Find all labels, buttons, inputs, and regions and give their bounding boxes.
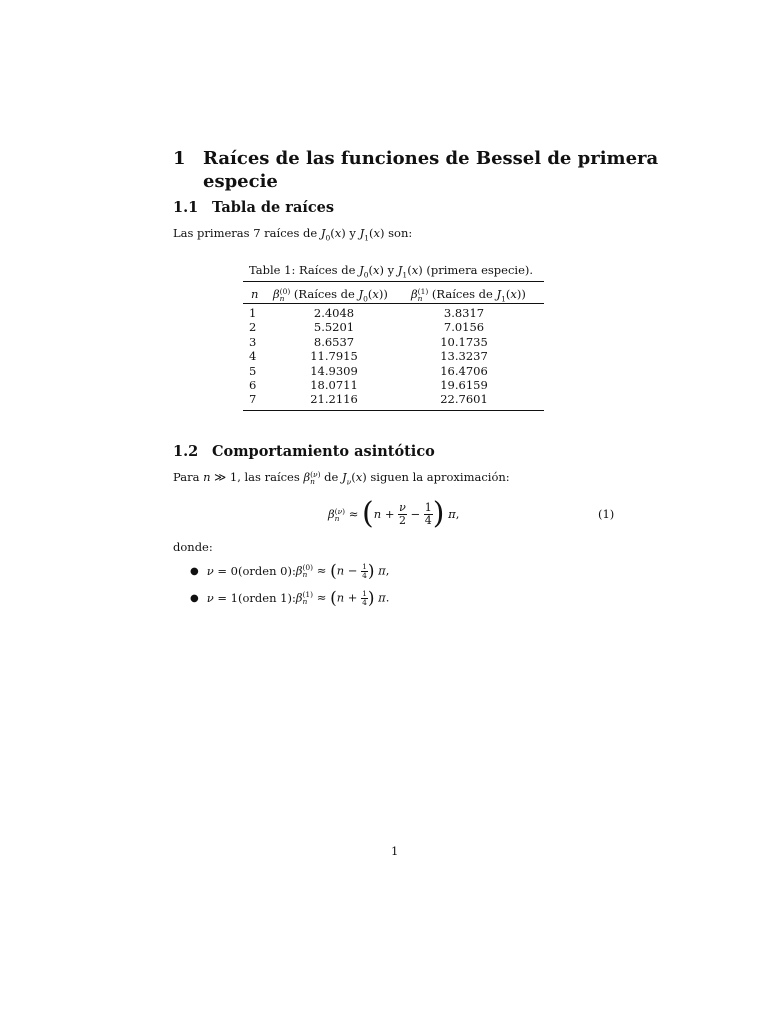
math-nu-0: ν = 0	[206, 564, 238, 578]
cell-j1: 13.3237	[440, 349, 488, 364]
caption-text: Table 1: Raíces de	[249, 263, 360, 277]
math-nu-1: ν = 1	[206, 591, 238, 605]
table-row	[249, 335, 533, 349]
header-col-j0: β (0) n (Raíces de $J_0(x)$)	[273, 287, 388, 304]
header-col-j1: β (1) n (Raíces de $J_1(x)$)	[411, 287, 526, 304]
table-bottom-rule	[243, 410, 544, 411]
bullet-icon: ●	[190, 592, 199, 604]
math-n-gg-1: n ≫ 1	[203, 470, 238, 484]
subsection-title: Comportamiento asintótico	[212, 443, 435, 460]
cell-j0: 2.4048	[313, 306, 355, 320]
table-top-rule	[243, 281, 544, 282]
roots-table	[249, 306, 533, 407]
page-number: 1	[391, 844, 399, 858]
table-caption	[249, 263, 534, 280]
cell-j1: 10.1735	[440, 334, 488, 349]
list-item	[190, 560, 389, 582]
intro-text: Las primeras 7 raíces de	[173, 226, 321, 240]
cell-j1: 16.4706	[440, 363, 488, 378]
subsection-title: Tabla de raíces	[212, 199, 335, 216]
math-j1: $J_1(x)$	[359, 226, 385, 243]
cell-j0: 18.0711	[310, 378, 358, 393]
math-beta-nu: β (ν) n	[328, 506, 346, 523]
math-j0: $J_0(x)$	[359, 263, 384, 280]
bullet-icon: ●	[190, 565, 199, 577]
cell-j1: 7.0156	[443, 320, 485, 335]
intro-paragraph	[173, 226, 413, 243]
cell-j1: 3.8317	[443, 306, 485, 320]
cell-n: 4	[249, 349, 257, 364]
cell-n: 3	[249, 334, 257, 349]
math-j0: $J_0(x)$	[320, 226, 346, 243]
table-row	[249, 320, 533, 334]
table-body	[249, 306, 533, 407]
section-title-line2: especie	[203, 171, 278, 192]
intro-de: de	[320, 470, 343, 484]
table-row	[249, 306, 533, 320]
table-row	[249, 349, 533, 363]
list-item	[190, 587, 389, 609]
cell-j0: 14.9309	[310, 363, 358, 378]
table-row	[249, 392, 533, 406]
math-beta-nu: β (ν) n	[303, 470, 321, 486]
table-header-rule	[243, 303, 544, 304]
cell-n: 5	[249, 363, 257, 378]
intro-and: y	[345, 226, 360, 240]
caption-and: y	[383, 263, 398, 277]
subsection-number: 1.2	[173, 443, 199, 460]
math-j-nu: $J_\nu(x)$	[342, 470, 367, 487]
fraction-nu-over-2: $\frac{\nu}{2}$	[398, 500, 406, 527]
table-row	[249, 378, 533, 392]
header-n: n	[251, 287, 259, 301]
math-beta0: β (0) n	[273, 287, 291, 303]
bullet-text: (orden 1):	[238, 591, 296, 605]
cell-n: 2	[249, 320, 257, 335]
header-col1-label: (Raíces de	[290, 287, 359, 301]
intro-suffix: son:	[384, 226, 413, 240]
math-bullet1-formula: β (0) n ≈ (n − $\frac{1}{4}$ ) π,	[295, 561, 390, 581]
section-title-line1: Raíces de las funciones de Bessel de primera	[203, 148, 659, 169]
header-col2-label: (Raíces de	[428, 287, 497, 301]
cell-n: 6	[249, 378, 257, 393]
math-bullet2-formula: β (1) n ≈ (n + $\frac{1}{4}$ ) π.	[295, 588, 390, 608]
cell-j1: 22.7601	[440, 392, 488, 407]
asymptotic-intro	[173, 470, 510, 485]
fraction-1-over-4: $\frac{1}{4}$	[424, 500, 432, 527]
intro-text: Para	[173, 470, 204, 484]
intro-mid: , las raíces	[237, 470, 304, 484]
table-row	[249, 364, 533, 378]
cell-j0: 21.2116	[310, 392, 358, 407]
cell-j0: 11.7915	[310, 349, 358, 364]
cell-j0: 8.6537	[313, 334, 355, 349]
bullet-text: (orden 0):	[238, 564, 296, 578]
math-j1: $J_1(x)$	[397, 263, 423, 280]
subsection-number: 1.1	[173, 199, 199, 216]
cell-j0: 5.5201	[313, 320, 355, 335]
math-beta1: β (1) n	[411, 287, 429, 303]
cell-n: 7	[249, 392, 257, 407]
donde-label: donde:	[173, 540, 213, 554]
caption-suffix: (primera especie).	[422, 263, 534, 277]
equation-number: (1)	[598, 507, 615, 521]
cell-j1: 19.6159	[440, 378, 488, 393]
equation-1: β (ν) n ≈ ( n + $\frac{\nu}{2}$ − $\frac{1}{4}$ ) π ,	[328, 496, 460, 531]
intro-suffix: siguen la aproximación:	[366, 470, 510, 484]
cell-n: 1	[249, 306, 257, 320]
section-number: 1	[173, 148, 186, 169]
